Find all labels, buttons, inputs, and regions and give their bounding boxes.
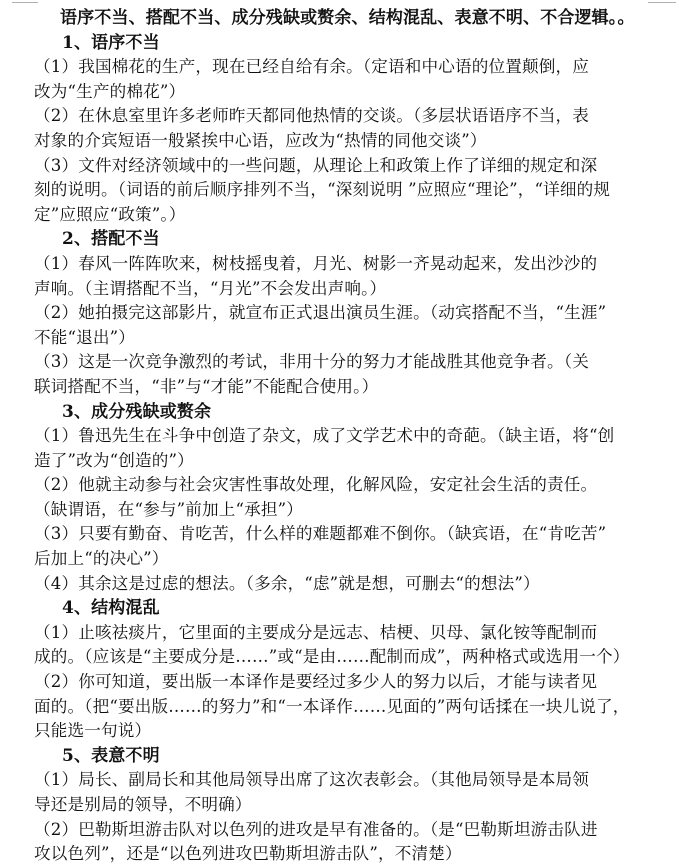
section-1-line: 改为“生产的棉花”） (34, 81, 186, 101)
page-corner-mark-left (12, 2, 38, 3)
section-heading-missing-redundant: 3、成分残缺或赘余 (62, 401, 212, 422)
section-4-line: （1）止咳祛痰片，它里面的主要成分是远志、桔梗、贝母、氯化铵等配制而 (34, 622, 598, 642)
section-3-line: （1）鲁迅先生在斗争中创造了杂文，成了文学艺术中的奇葩。（缺主语，将“创 (34, 426, 615, 446)
section-5-line: 导还是别局的领导，不明确） (34, 795, 252, 814)
section-1-line: （3）文件对经济领域中的一些问题，从理论上和政策上作了详细的规定和深 (34, 155, 598, 175)
section-2-line: （3）这是一次竞争激烈的考试，非用十分的努力才能战胜其他竞争者。（关 (34, 352, 589, 372)
section-2-line: 联词搭配不当，“非”与“才能”不能配合使用。） (34, 376, 379, 396)
section-4-line: 只能选一句说） (34, 721, 152, 741)
section-5-line: 攻以色列”，还是“以色列进攻巴勒斯坦游击队”，不清楚） (34, 844, 462, 864)
document-title: 语序不当、搭配不当、成分残缺或赘余、结构混乱、表意不明、不合逻辑。。 (60, 8, 635, 28)
section-heading-ambiguity: 5、表意不明 (62, 745, 160, 766)
section-heading-structure: 4、结构混乱 (62, 598, 160, 619)
section-3-line: 后加上“的决心”） (34, 549, 169, 569)
section-2-line: 不能“退出”） (34, 327, 135, 347)
section-heading-collocation: 2、搭配不当 (62, 229, 160, 250)
section-1-line: 定”应照应“政策”。） (34, 204, 186, 224)
section-heading-word-order: 1、语序不当 (62, 32, 160, 53)
section-3-line: （4）其余这是过虑的想法。（多余，“虑”就是想，可删去“的想法”） (34, 573, 540, 593)
section-5-line: （1）局长、副局长和其他局领导出席了这次表彰会。（其他局领导是本局领 (34, 770, 589, 790)
section-4-line: （2）你可知道，要出版一本译作是要经过多少人的努力以后，才能与读者见 (34, 672, 598, 692)
section-3-line: 造了”改为“创造的”） (34, 450, 194, 470)
section-2-line: （2）她拍摄完这部影片，就宣布正式退出演员生涯。（动宾搭配不当，“生涯” (34, 303, 607, 323)
document-page (34, 6, 652, 867)
section-4-line: 成的。（应该是“主要成分是……”或“是由……配制而成”，两种格式或选用一个） (34, 647, 630, 667)
page-corner-mark-right (648, 2, 676, 3)
section-3-line: （2）他就主动参与社会灾害性事故处理，化解风险，安定社会生活的责任。 (34, 475, 598, 495)
section-2-line: 声响。（主谓搭配不当，“月光”不会发出声响。） (34, 278, 387, 298)
section-1-line: 刻的说明。（词语的前后顺序排列不当，“深刻说明 ”应照应“理论”，“详细的规 (34, 180, 611, 200)
section-1-line: （2）在休息室里许多老师昨天都同他热情的交谈。（多层状语语序不当，表 (34, 106, 589, 126)
section-4-line: 面的。（把“要出版……的努力”和“一本译作……见面的”两句话揉在一块儿说了， (34, 696, 630, 716)
section-1-line: 对象的介宾短语一般紧挨中心语，应改为“热情的同他交谈”） (34, 130, 487, 150)
section-2-line: （1）春风一阵阵吹来，树枝摇曳着，月光、树影一齐晃动起来，发出沙沙的 (34, 253, 598, 273)
section-3-line: （缺谓语，在“参与”前加上“承担”） (34, 499, 303, 519)
section-1-line: （1）我国棉花的生产，现在已经自给有余。（定语和中心语的位置颠倒，应 (34, 57, 589, 77)
section-5-line: （2）巴勒斯坦游击队对以色列的进攻是早有准备的。（是“巴勒斯坦游击队进 (34, 819, 598, 839)
section-3-line: （3）只要有勤奋、肯吃苦，什么样的难题都难不倒你。（缺宾语，在“肯吃苦” (34, 524, 607, 544)
